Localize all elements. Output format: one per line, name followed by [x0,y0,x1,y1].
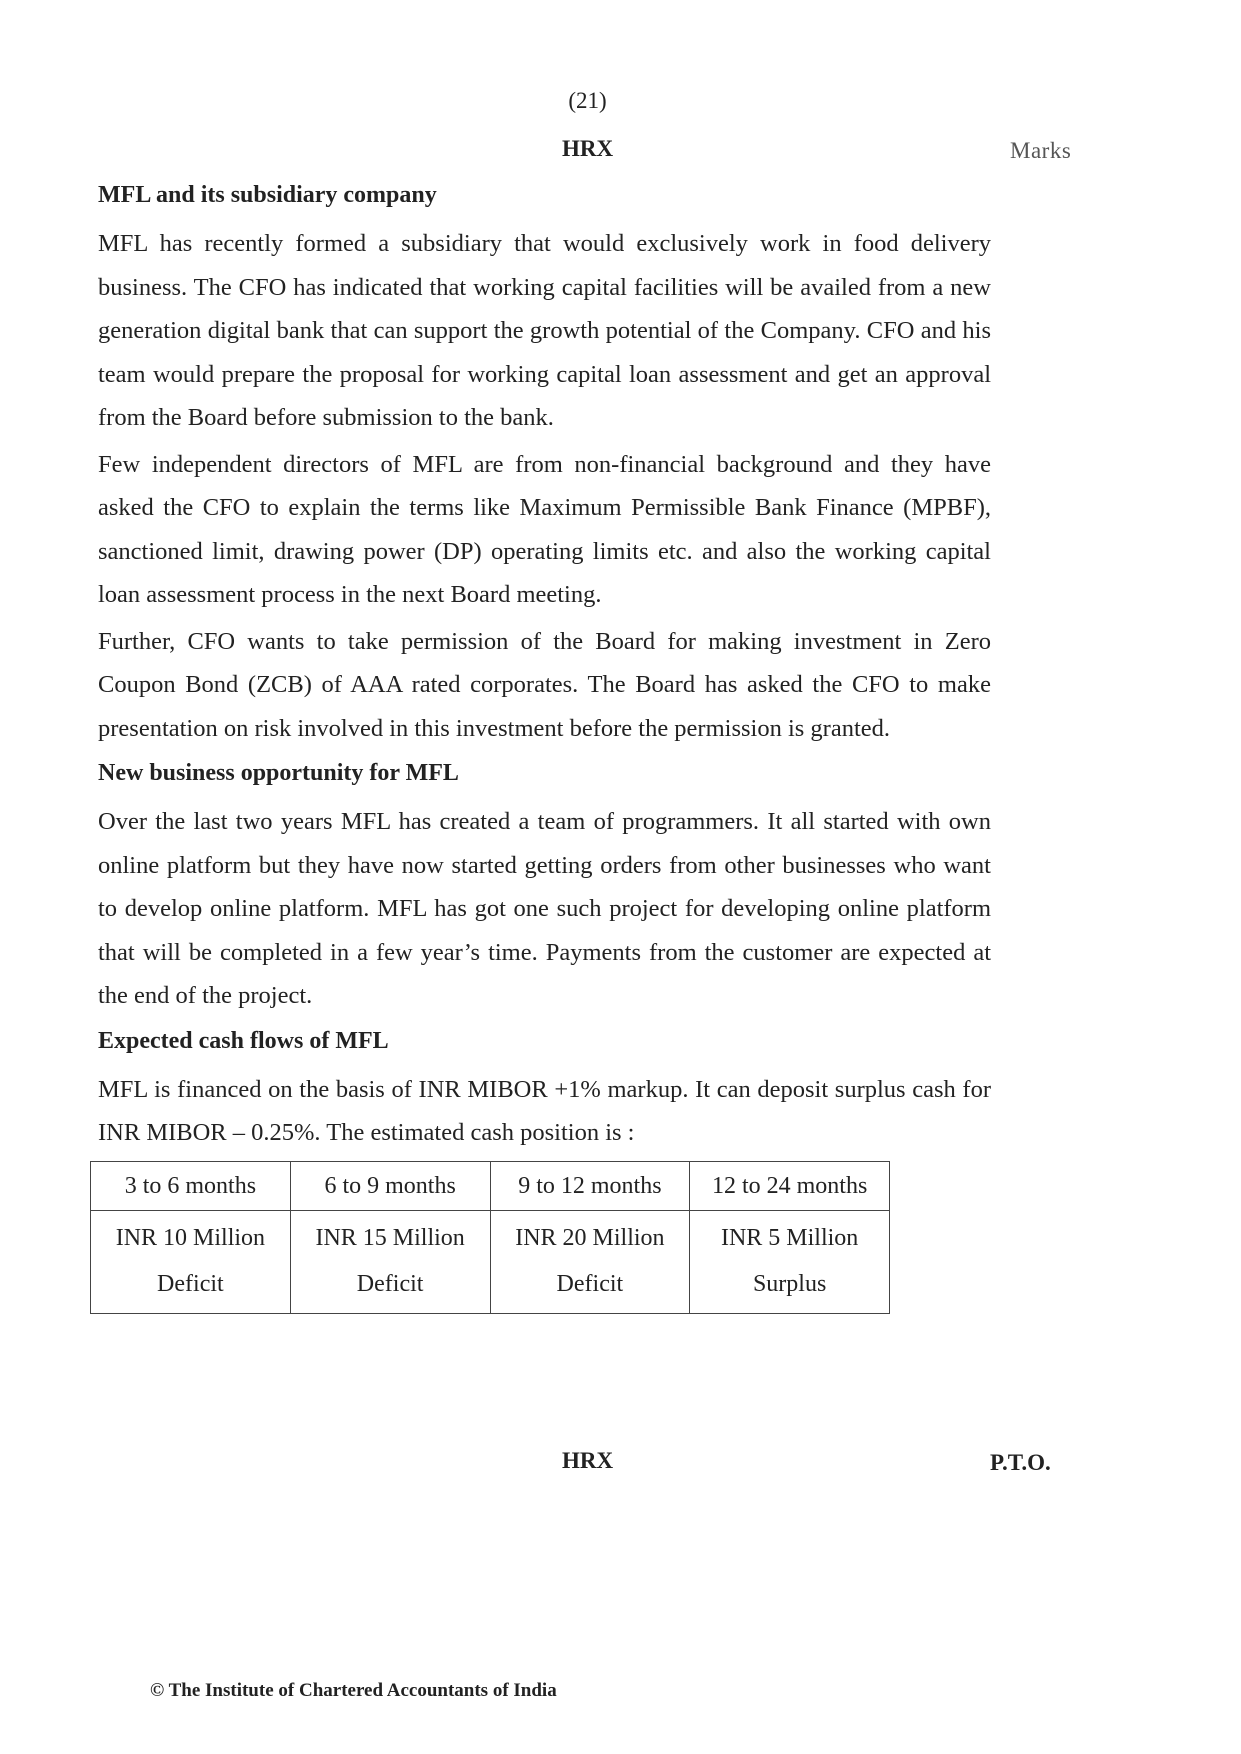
paper-code-header: HRX [561,136,614,161]
cashflows-paragraph: MFL is financed on the basis of INR MIBOR +1% markup. It can deposit surplus cash for INR MIBOR – 0.25%. The estimated cash position is : [98,1075,991,1146]
amount-cell [290,1210,490,1313]
period-cell: 3 to 6 months [91,1161,291,1210]
amount-value: INR 10 Million [115,1224,266,1251]
opportunity-heading: New business opportunity for MFL [98,760,459,786]
position-value: Deficit [157,1270,224,1297]
position-value: Deficit [356,1270,424,1297]
period-cell: 9 to 12 months [490,1161,690,1210]
period-cell: 6 to 9 months [290,1161,490,1210]
cash-position-table [90,1161,890,1314]
pto-label: P.T.O. [990,1450,1051,1475]
amount-value: INR 5 Million [720,1224,859,1251]
table-row [91,1210,890,1313]
copyright-notice: © The Institute of Chartered Accountants of India [150,1680,557,1701]
period-cell: 12 to 24 months [690,1161,890,1210]
amount-value: INR 15 Million [315,1224,465,1251]
directors-paragraph: Few independent directors of MFL are from non-financial background and they have asked the CFO to explain the terms like Maximum Permissible Bank Finance (MPBF), sanctioned limit, drawing power (DP) operating limits etc. and also the working capital loan assessment process in the next Board meeting. [98,450,991,608]
subsidiary-paragraph: MFL has recently formed a subsidiary that would exclusively work in food delivery business. The CFO has indicated that working capital facilities will be availed from a new generation digital bank that can support the growth potential of the Company. CFO and his team would prepare the proposal for working capital loan assessment and get an approval from the Board before submission to the bank. [98,230,991,431]
marks-label: Marks [1010,138,1072,163]
amount-cell [91,1210,291,1313]
amount-cell [690,1210,890,1313]
amount-value: INR 20 Million [515,1224,665,1251]
question-body [98,178,991,1314]
page-number: (21) [568,88,607,113]
opportunity-paragraph: Over the last two years MFL has created a team of programmers. It all started with own online platform but they have now started getting orders from other businesses who want to develop online platform. MFL has got one such project for developing online platform that will be completed in a few year’s time. Payments from the customer are expected at the end of the project. [98,808,991,1009]
position-value: Deficit [556,1270,624,1297]
cashflows-heading: Expected cash flows of MFL [98,1027,389,1054]
paper-code-footer: HRX [561,1448,614,1473]
table-row [91,1161,890,1210]
subsidiary-heading: MFL and its subsidiary company [98,182,437,208]
position-value: Surplus [752,1270,827,1297]
zcb-paragraph: Further, CFO wants to take permission of the Board for making investment in Zero Coupon Bond (ZCB) of AAA rated corporates. The Board has asked the CFO to make presentation on risk involved in this investment before the permission is granted. [98,627,991,742]
amount-cell [490,1210,690,1313]
